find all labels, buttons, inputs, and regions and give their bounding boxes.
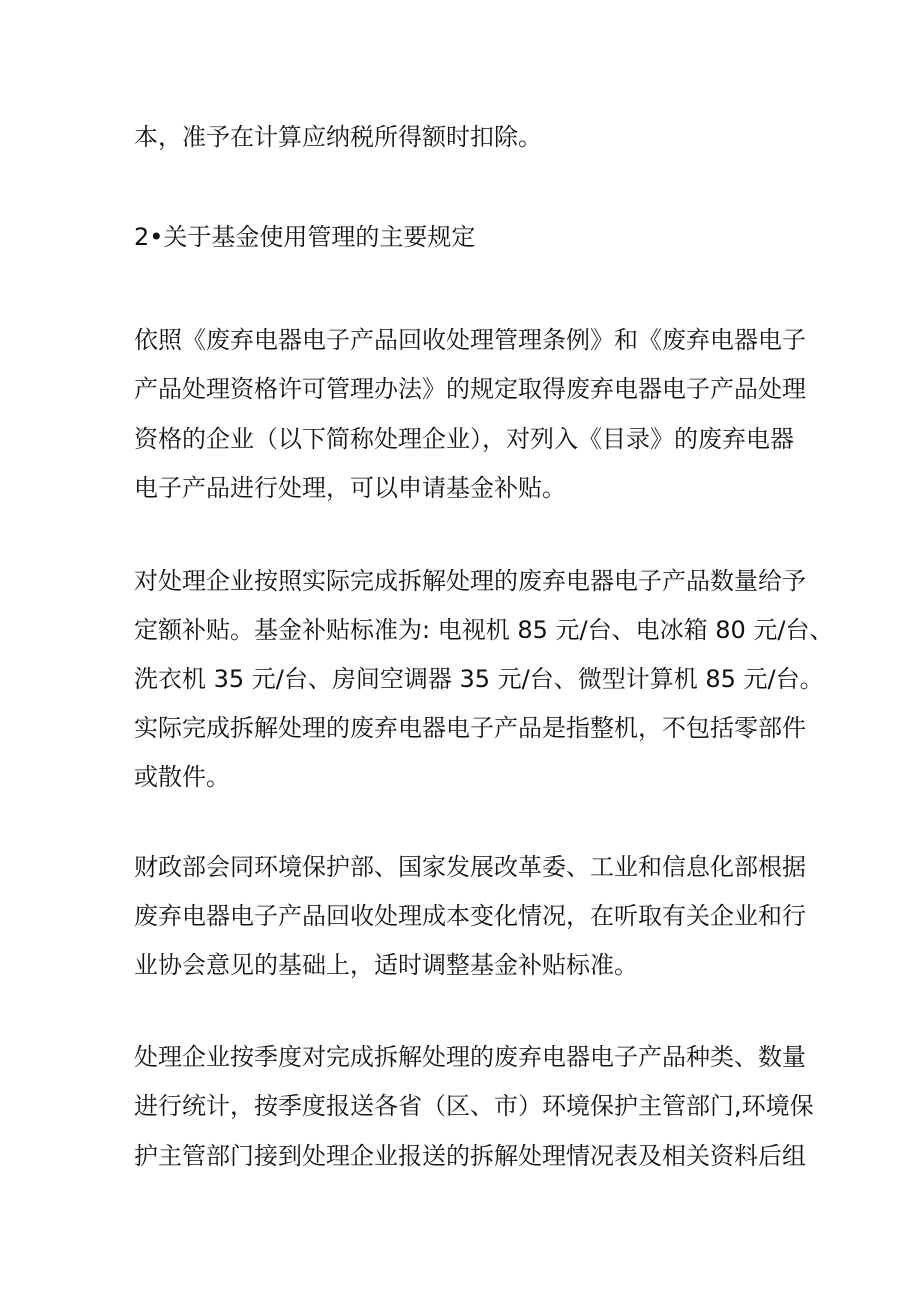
paragraph-2-line-3: 资格的企业（以下简称处理企业），对列入《目录》的废弃电器 (134, 425, 794, 453)
paragraph-4-line-1: 财政部会同环境保护部、国家发展改革委、工业和信息化部根据 (134, 853, 806, 881)
paragraph-3-line-3: 洗衣机 35 元/台、房间空调器 35 元/台、微型计算机 85 元/台。 (134, 665, 824, 693)
paragraph-2-line-1: 依照《废弃电器电子产品回收处理管理条例》和《废弃电器电子 (134, 326, 806, 354)
paragraph-3-line-5: 或散件。 (134, 763, 230, 791)
paragraph-3-line-4: 实际完成拆解处理的废弃电器电子产品是指整机，不包括零部件 (134, 714, 806, 742)
paragraph-4-line-2: 废弃电器电子产品回收处理成本变化情况，在听取有关企业和行 (134, 902, 806, 930)
paragraph-4-line-3: 业协会意见的基础上，适时调整基金补贴标准。 (134, 951, 638, 979)
section-heading-2: 2•关于基金使用管理的主要规定 (134, 223, 476, 251)
paragraph-5-line-3: 护主管部门接到处理企业报送的拆解处理情况表及相关资料后组 (134, 1142, 806, 1170)
paragraph-5-line-2: 进行统计，按季度报送各省（区、市）环境保护主管部门,环境保 (134, 1092, 814, 1120)
paragraph-2-line-4: 电子产品进行处理，可以申请基金补贴。 (134, 474, 566, 502)
paragraph-5-line-1: 处理企业按季度对完成拆解处理的废弃电器电子产品种类、数量 (134, 1043, 806, 1071)
paragraph-3-line-1: 对处理企业按照实际完成拆解处理的废弃电器电子产品数量给予 (134, 567, 806, 595)
paragraph-1-line-1: 本，准予在计算应纳税所得额时扣除。 (134, 123, 542, 151)
paragraph-3-line-2: 定额补贴。基金补贴标准为: 电视机 85 元/台、电冰箱 80 元/台、 (134, 616, 834, 644)
paragraph-2-line-2: 产品处理资格许可管理办法》的规定取得废弃电器电子产品处理 (134, 375, 806, 403)
